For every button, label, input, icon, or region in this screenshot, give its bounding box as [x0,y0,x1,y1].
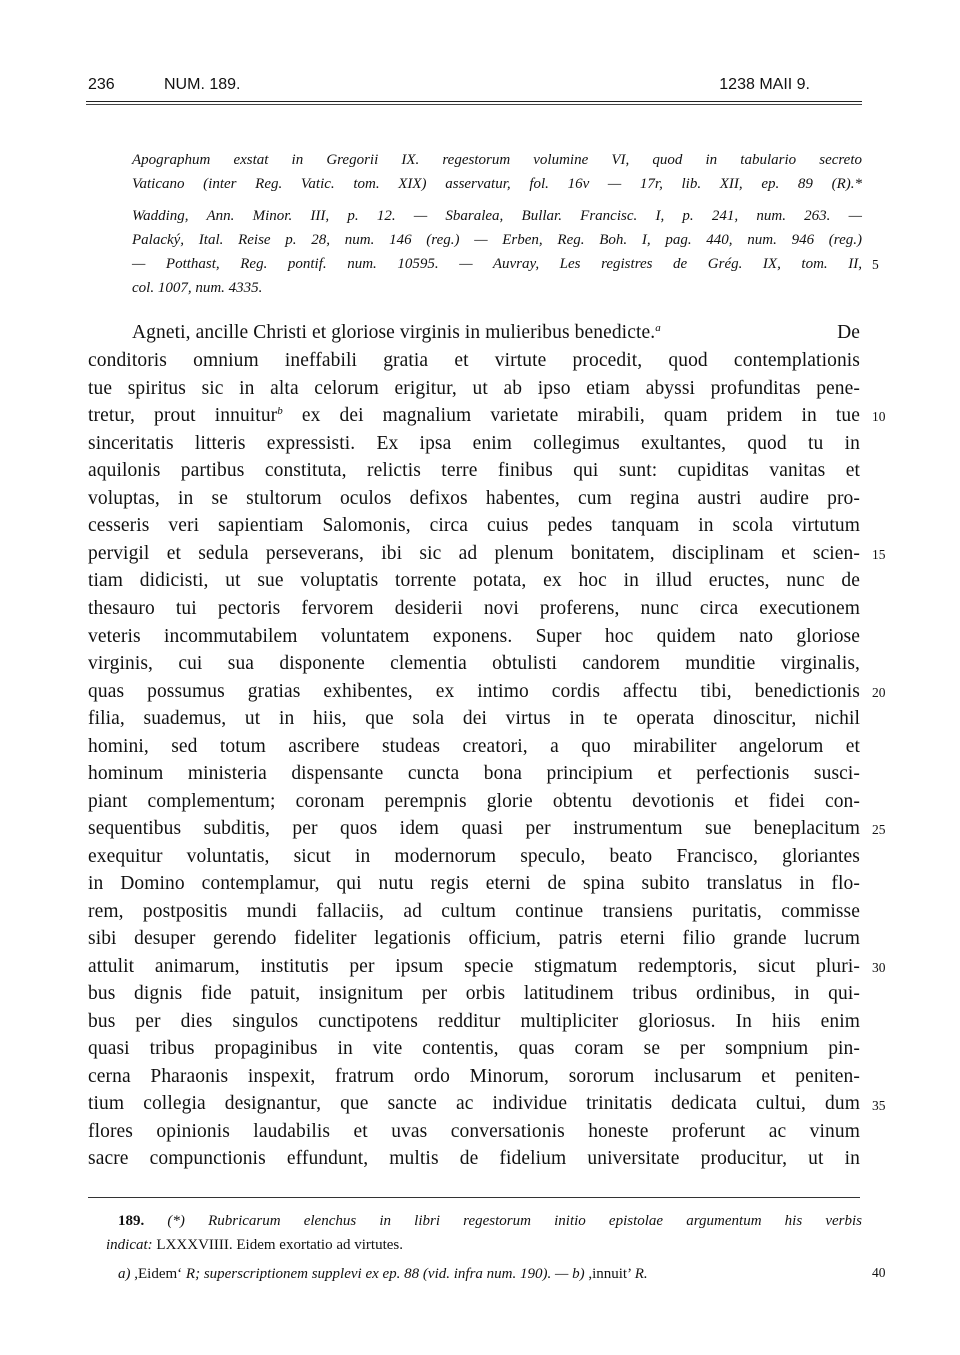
footnote-text: R. [634,1266,648,1282]
text-line: thesauro tui pectoris fervorem desiderii novi proferens, nunc circa executionem [88,598,860,619]
footnote-text: indicat: [106,1237,153,1253]
line-number: 40 [872,1265,886,1280]
text-line: exequitur voluntatis, sicut in modernorum speculo, beato Francisco, gloriantes [88,846,860,867]
footnote-text: ,innuit’ [584,1266,635,1282]
text-line: pervigil et sedula perseverans, ibi sic ad plenum bonitatem, disciplinam et scien- [88,543,860,564]
line-start: tretur, prout innuitur [88,405,278,426]
line-number: 30 [872,960,886,975]
bibliography-line: Wadding, Ann. Minor. III, p. 12. — Sbaralea, Bullar. Francisc. I, p. 241, num. 263. — [132,208,862,224]
footnote-number: 189. [118,1213,145,1229]
text-line: conditoris omnium ineffabili gratia et virtute procedit, quod contemplationis [88,350,860,371]
footnote-1 [118,1213,862,1230]
text-line: sacre compunctionis effundunt, multis de fidelium universitate producitur, ut in [88,1148,860,1169]
text-line: tiam didicisti, ut sue voluptatis torrente potata, ex hoc in illud eructes, nunc de [88,570,860,591]
text-line: aquilonis partibus constituta, relictis terre finibus qui sunt: cupiditas vanitas et [88,460,860,481]
text-line: sequentibus subditis, per quos idem quasi per instrumentum sue beneplacitum [88,818,860,839]
text-line-address [132,322,860,344]
footnote-marker-b: b) [572,1266,585,1282]
text-line-with-marker [88,405,860,427]
text-line: virginis, cui sua disponente clementia obtulisti candorem munditie virginalis, [88,653,860,674]
text-line: sinceritatis litteris expressisti. Ex ipsa enim collegimus exultantes, quod tu in [88,433,860,454]
bibliography-line: Palacký, Ital. Reise p. 28, num. 146 (reg.) — Erben, Reg. Boh. I, pag. 440, num. 946 (reg.) [132,232,862,248]
footnote-2 [118,1266,874,1283]
text-line: veteris incommutabilem voluntatem exponens. Super hoc quidem nato gloriose [88,626,860,647]
text-line: voluptas, in se stultorum oculos defixos habentes, cum regina austri audire pro- [88,488,860,509]
footnote-marker-b: b [277,405,283,417]
text-line: sibi desuper gerendo fideliter legationis officium, patris eterni filio grande lucrum [88,928,860,949]
text-line: bus dignis fide patuit, insignitum per orbis latitudinem tribus ordinibus, in qui- [88,983,860,1004]
text-line: quas possumus gratias exhibentes, ex intimo cordis affectu tibi, benedictionis [88,681,860,702]
header-rule [86,101,862,102]
bibliography-line: Apographum exstat in Gregorii IX. regestorum volumine VI, quod in tabulario secreto [132,152,862,168]
text-line: bus per dies singulos cunctipotens redditur multipliciter gloriosus. In hiis enim [88,1011,860,1032]
text-line: filia, suademus, ut in hiis, que sola dei virtus in te operata dinoscitur, nichil [88,708,860,729]
bibliography-line: col. 1007, num. 4335. [132,280,263,296]
text-line: tue spiritus sic in alta celorum erigitur, ut ab ipso etiam abyssi profunditas pene- [88,378,860,399]
text-line: homini, sed totum ascribere studeas creatori, a quo mirabiliter angelorum et [88,736,860,757]
bibliography-line: Vaticano (inter Reg. Vatic. tom. XIX) asservatur, fol. 16v — 17r, lib. XII, ep. 89 (R).* [132,176,862,192]
text-line: tium collegia designantur, que sancte ac individue trinitatis dedicata cultui, dum [88,1093,860,1114]
text-line: quasi tribus propaginibus in vite contentis, quas coram se per sompnium pin- [88,1038,860,1059]
footnote-rule [88,1197,860,1198]
address-end-word: De [837,322,860,343]
line-number: 20 [872,685,886,700]
footnote-1-cont [106,1237,862,1254]
text-line: in Domino contemplamur, qui nutu regis eterni de spina subito translatus in flo- [88,873,860,894]
footnote-text: R; superscriptionem supplevi ex ep. 88 (vid. infra num. 190). — [185,1266,569,1282]
line-end: ex dei magnalium varietate mirabili, quam pridem in tue [282,405,860,426]
document-number: NUM. 189. [164,76,241,93]
footnote-marker-a: a) [118,1266,131,1282]
line-number: 10 [872,409,886,424]
text-line: flores opinionis laudabilis et uvas conversationis honeste proferunt ac vinum [88,1121,860,1142]
bibliography-line: — Potthast, Reg. pontif. num. 10595. — Auvray, Les registres de Grég. IX, tom. II, [132,256,862,272]
text-line: cesseris veri sapientiam Salomonis, circa cuius pedes tanquam in scola virtutum [88,515,860,536]
page-number: 236 [88,76,115,93]
line-number: 15 [872,547,886,562]
footnote-marker-a: a [655,322,661,334]
footnote-text: (*) Rubricarum elenchus in libri regestorum initio epistolae argumentum his verbis [167,1213,862,1229]
text-line: attulit animarum, institutis per ipsum specie stigmatum redemptoris, sicut pluri- [88,956,860,977]
header-rule-double [86,104,862,105]
line-number: 35 [872,1098,886,1113]
text-line: hominum ministeria dispensante cuncta bona principium et perfectionis susci- [88,763,860,784]
document-date: 1238 MAII 9. [719,76,810,93]
running-header [88,76,860,98]
text-line: cerna Pharaonis inspexit, fratrum ordo Minorum, sororum inclusarum et peniten- [88,1066,860,1087]
footnote-text: LXXXVIIII. Eidem exortatio ad virtutes. [152,1237,403,1253]
footnote-text: ,Eidem‘ [130,1266,186,1282]
address-text: Agneti, ancille Christi et gloriose virginis in mulieribus benedicte. [132,322,656,343]
text-line: rem, postpositis mundi fallaciis, ad cultum continue transiens puritatis, commisse [88,901,860,922]
line-number: 25 [872,822,886,837]
text-line: piant complementum; coronam perempnis glorie obtentu devotionis et fidei con- [88,791,860,812]
line-number: 5 [872,257,879,272]
